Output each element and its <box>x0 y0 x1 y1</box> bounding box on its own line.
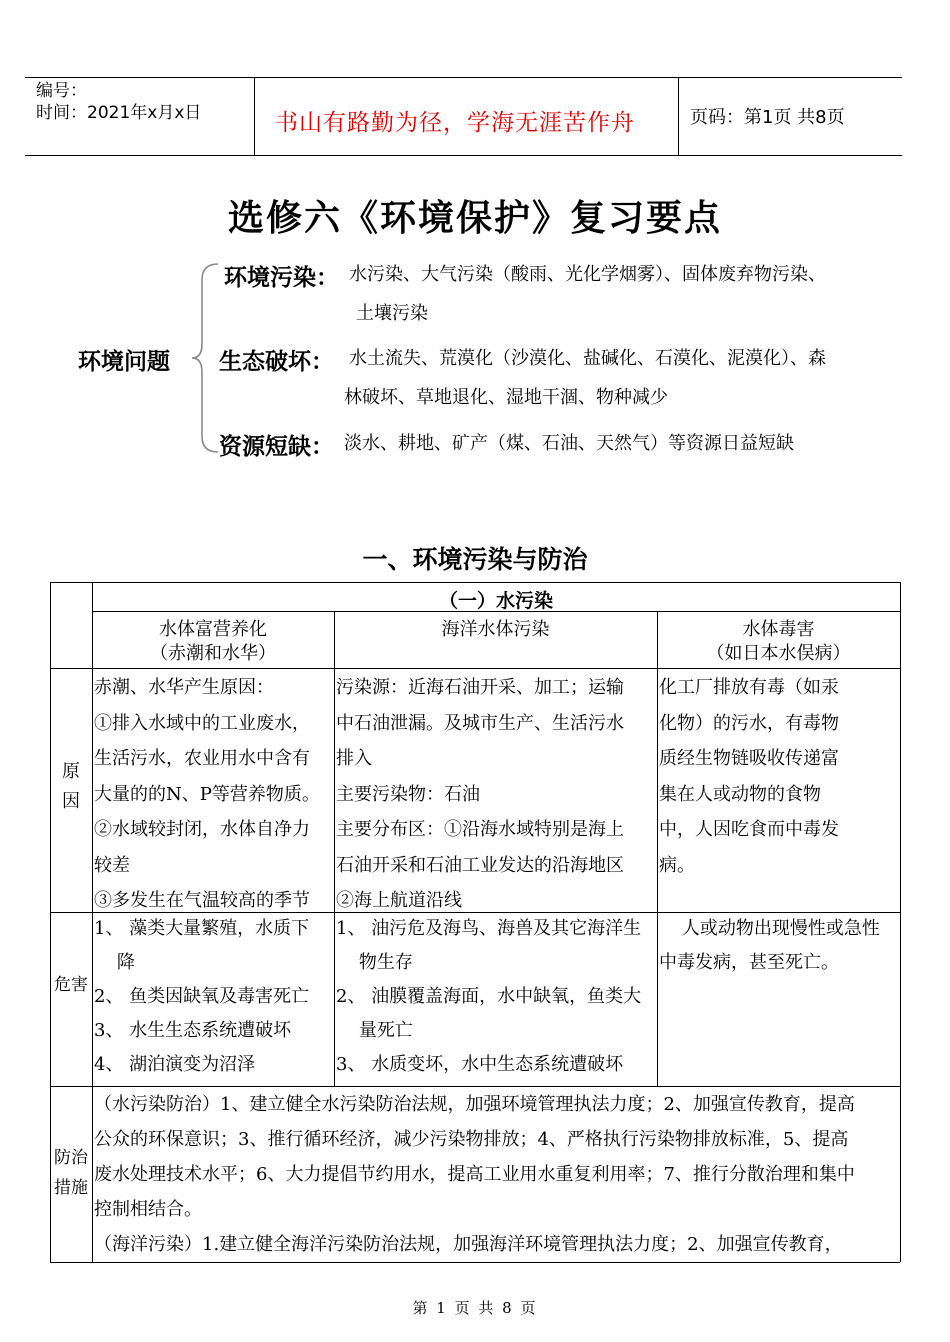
document-time-label: 时间：2021年x月x日 <box>36 103 202 123</box>
cell-line: 公众的环保意识；3、推行循环经济，减少污染物排放；4、严格执行污染物排放标准，5、提高 <box>94 1129 849 1150</box>
cell-line: 控制相结合。 <box>94 1199 202 1220</box>
cell-line: 中石油泄漏。及城市生产、生活污水 <box>336 712 624 734</box>
page-footer: 第 1 页 共 8 页 <box>412 1299 538 1317</box>
table-subtitle: （一）水污染 <box>438 590 553 612</box>
cause-cell-eutrophication <box>94 670 320 919</box>
pollution-category-label: 环境污染： <box>224 265 339 291</box>
column-header-line: 水体富营养化 <box>159 619 267 640</box>
cell-line: 中，人因吃食而中毒发 <box>659 819 839 840</box>
cell-line: 1、 藻类大量繁殖，水质下 <box>94 918 310 939</box>
harm-cell-marine <box>336 912 641 1082</box>
document-number-label: 编号： <box>36 81 87 101</box>
page-indicator: 页码：第1页 共8页 <box>690 107 845 128</box>
cell-line: 排入 <box>336 748 372 769</box>
pollution-description-cont: 土壤污染 <box>356 303 428 324</box>
column-header-eutrophication <box>92 618 334 666</box>
cell-line: 污染源：近海石油开采、加工；运输 <box>336 677 624 698</box>
cause-cell-toxicity <box>659 670 839 883</box>
cell-line: 人或动物出现慢性或急性 <box>659 918 880 939</box>
row-label-cause <box>50 757 92 817</box>
table-rule <box>900 582 901 1262</box>
header-motto: 书山有路勤为径，学海无涯苦作舟 <box>275 110 635 136</box>
ecology-description-cont: 林破坏、草地退化、湿地干涸、物种减少 <box>344 387 668 408</box>
cell-line: 化工厂排放有毒（如汞 <box>659 677 839 698</box>
table-rule <box>50 582 900 583</box>
cell-line: 病。 <box>659 854 695 876</box>
resource-description: 淡水、耕地、矿产（煤、石油、天然气）等资源日益短缺 <box>344 433 794 454</box>
measures-cell <box>94 1087 855 1262</box>
cell-line: ②海上航道沿线 <box>336 890 462 911</box>
row-label-char: 因 <box>62 791 80 812</box>
column-header-line: （赤潮和水华） <box>150 643 276 664</box>
cell-line: 化物）的污水，有毒物 <box>659 712 839 734</box>
table-rule <box>92 582 93 1262</box>
row-label-measures <box>50 1143 92 1203</box>
header-divider <box>678 78 679 155</box>
page-title: 选修六《环境保护》复习要点 <box>227 198 722 239</box>
cell-line: 主要污染物：石油 <box>336 783 480 805</box>
cause-cell-marine <box>336 670 624 919</box>
column-header-line: 海洋水体污染 <box>441 619 550 640</box>
column-header-line: 水体毒害 <box>742 619 815 640</box>
cell-line: 中毒发病，甚至死亡。 <box>659 952 839 973</box>
cell-line: 降 <box>94 952 135 973</box>
cell-line: （水污染防治）1、建立健全水污染防治法规，加强环境管理执法力度；2、加强宣传教育，提高 <box>94 1094 855 1115</box>
table-rule <box>657 611 658 1086</box>
column-header-water-toxicity <box>657 618 900 666</box>
cell-line: 质经生物链吸收传递富 <box>659 748 839 769</box>
cell-line: 4、 湖泊演变为沼泽 <box>94 1054 256 1075</box>
cell-line: 废水处理技术水平；6、大力提倡节约用水，提高工业用水重复利用率；7、推行分散治理和集中 <box>94 1164 855 1185</box>
column-header-line: （如日本水俣病） <box>706 643 851 664</box>
header-top-rule <box>25 77 902 78</box>
curly-brace-icon <box>190 262 220 454</box>
cell-line: 生活污水，农业用水中含有 <box>94 748 310 769</box>
cell-line: 大量的的N、P等营养物质。 <box>94 783 320 805</box>
cell-line: 3、 水质变坏，水中生态系统遭破坏 <box>336 1054 624 1075</box>
header-divider <box>254 78 255 155</box>
cell-line: ②水域较封闭，水体自净力 <box>94 819 310 840</box>
cell-line: 2、 鱼类因缺氧及毒害死亡 <box>94 986 310 1007</box>
cell-line: 2、 油膜覆盖海面，水中缺氧，鱼类大 <box>336 986 642 1007</box>
environment-problem-label: 环境问题 <box>78 349 170 375</box>
cell-line: （海洋污染）1.建立健全海洋污染防治法规，加强海洋环境管理执法力度；2、加强宣传教育， <box>94 1234 843 1255</box>
row-label-line: 防治 <box>54 1148 88 1168</box>
cell-line: 赤潮、水华产生原因： <box>94 677 274 698</box>
header-bottom-rule <box>25 155 902 156</box>
table-rule <box>334 611 335 1086</box>
cell-line: 1、 油污危及海鸟、海兽及其它海洋生 <box>336 918 642 939</box>
row-label-char: 原 <box>62 761 80 782</box>
harm-cell-eutrophication <box>94 912 309 1082</box>
row-label-line: 措施 <box>54 1178 88 1198</box>
row-label-harm: 危害 <box>54 975 88 995</box>
table-rule <box>50 668 900 669</box>
table-rule <box>50 1262 900 1263</box>
cell-line: 集在人或动物的食物 <box>659 783 821 805</box>
section-title: 一、环境污染与防治 <box>362 545 588 574</box>
pollution-description: 水污染、大气污染（酸雨、光化学烟雾）、固体废弃物污染、 <box>349 264 826 285</box>
cell-line: 物生存 <box>336 952 413 973</box>
cell-line: ③多发生在气温较高的季节 <box>94 890 310 911</box>
cell-line: 石油开采和石油工业发达的沿海地区 <box>336 854 624 876</box>
column-header-marine-pollution <box>334 618 657 642</box>
cell-line: 较差 <box>94 854 130 876</box>
harm-cell-toxicity <box>659 912 880 980</box>
cell-line: ①排入水域中的工业废水， <box>94 712 310 734</box>
resource-category-label: 资源短缺： <box>219 434 334 460</box>
cell-line: 量死亡 <box>336 1020 413 1041</box>
cell-line: 3、 水生生态系统遭破坏 <box>94 1020 292 1041</box>
cell-line: 主要分布区：①沿海水域特别是海上 <box>336 819 624 840</box>
ecology-description: 水土流失、荒漠化（沙漠化、盐碱化、石漠化、泥漠化）、森 <box>349 348 826 369</box>
ecology-category-label: 生态破坏： <box>219 349 334 375</box>
